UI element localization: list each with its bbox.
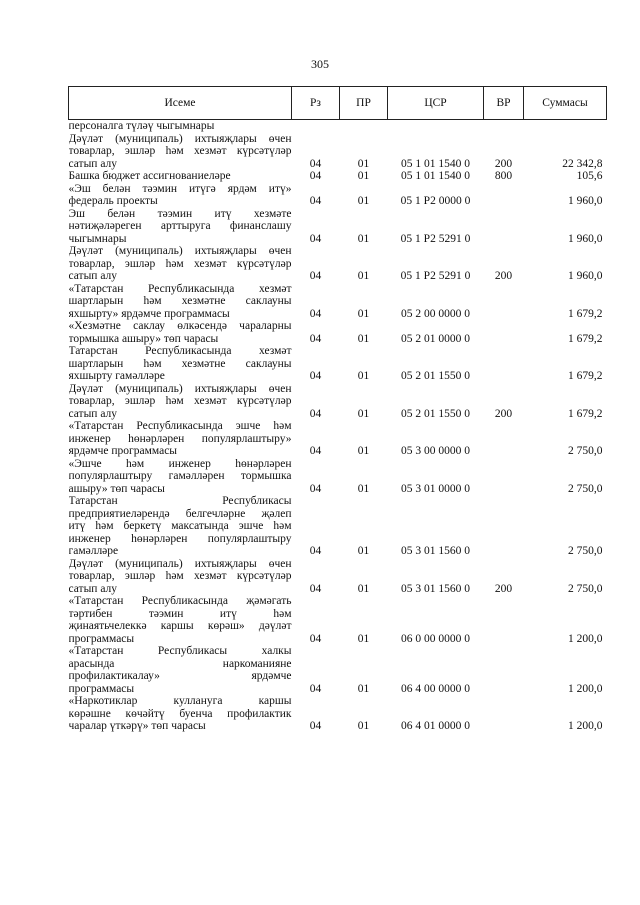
row-name-line: профилактикалау» ярдәмче [68,670,292,682]
row-sum: 2 750,0 [568,445,603,457]
row-vr [484,420,524,458]
row-vr [484,495,524,558]
row-rz: 04 [309,445,322,457]
row-name-line: ярдәмче программасы [68,445,178,457]
row-csr: 05 3 00 0000 0 [401,445,470,457]
row-sum [524,120,607,133]
row-vr: 200 [494,157,513,170]
row-name-line: көрәшне көчәйтү буенча профилактик [68,707,292,720]
table-row [69,345,607,383]
row-name-line: предприятиеләрендә белгечләрне җәлеп [68,507,292,520]
row-csr: 06 4 00 0000 0 [401,682,470,695]
row-name-line: гамәлләре [68,545,119,557]
row-csr: 05 2 01 0000 0 [401,332,470,345]
row-vr [484,320,524,345]
row-pr: 01 [357,307,370,320]
row-name [69,645,292,695]
table-row [69,645,607,695]
row-name-line: популярлаштыру гамәлләрен тормышка [68,470,292,482]
row-vr: 200 [494,407,513,420]
row-name-line: инженер һөнәрләрен популярлаштыру [68,532,292,545]
col-header-pr: ПР [340,87,388,120]
row-name [69,695,292,733]
row-sum: 22 342,8 [562,157,603,170]
row-name-line: товарлар, эшләр һәм хезмәт күрсәтүләр [68,395,292,407]
table-row [69,120,607,133]
table-row [69,558,607,596]
row-name-line: федераль проекты [68,195,158,207]
row-rz: 04 [309,545,322,557]
row-name-line: җинаятьчелеккә каршы көрәш» дәүләт [68,620,292,632]
row-vr [484,120,524,133]
row-name-line: Башка бюджет ассигнованиеләре [68,170,231,182]
row-name-line: персоналга түләү чыгымнары [68,120,215,132]
col-header-name: Исеме [69,87,292,120]
row-rz: 04 [309,682,322,695]
row-rz: 04 [309,332,322,345]
row-pr: 01 [357,482,370,495]
row-name-line: «Татарстан Республикасы халкы [68,645,292,657]
row-name [69,345,292,383]
row-rz: 04 [309,407,322,420]
row-name [69,595,292,645]
row-pr [340,120,388,133]
row-name-line: сатып алу [68,582,118,595]
row-name-line: Татарстан Республикасы [68,495,292,507]
row-pr: 01 [357,232,370,245]
row-name [69,120,292,133]
row-name [69,245,292,283]
row-pr: 01 [357,720,370,732]
row-name-line: программасы [68,632,135,645]
table-body [69,120,607,733]
row-name-line: «Татарстан Республикасында эшче һәм [68,420,292,432]
row-pr: 01 [357,195,370,207]
row-rz: 04 [309,195,322,207]
row-name [69,495,292,558]
row-csr: 06 4 01 0000 0 [401,720,470,732]
row-pr: 01 [357,632,370,645]
row-sum: 1 200,0 [568,682,603,695]
row-sum: 1 200,0 [568,632,603,645]
row-pr: 01 [357,270,370,282]
row-rz: 04 [309,720,322,732]
row-csr: 06 0 00 0000 0 [401,632,470,645]
row-name-line: итү һәм беркетү максатында эшче һәм [68,520,292,532]
row-name-line: Дәүләт (муниципаль) ихтыяҗлары өчен [68,245,292,257]
row-name [69,170,292,183]
row-sum: 105,6 [576,170,603,182]
row-name-line: шартларын һәм хезмәтне саклауны [68,295,292,307]
row-name-line: чыгымнары [68,232,127,245]
row-sum: 1 679,2 [568,370,603,382]
row-pr: 01 [357,582,370,595]
col-header-csr: ЦСР [388,87,484,120]
row-rz: 04 [309,270,322,282]
row-sum: 1 960,0 [568,232,603,245]
table-row [69,595,607,645]
table-row [69,695,607,733]
row-name-line: Татарстан Республикасында хезмәт [68,345,292,357]
row-pr: 01 [357,332,370,345]
row-rz: 04 [309,370,322,382]
row-name-line: тәртибен тәэмин итү һәм [68,607,292,620]
row-pr: 01 [357,682,370,695]
row-csr: 05 3 01 0000 0 [401,482,470,495]
row-sum: 1 200,0 [568,720,603,732]
page-number: 305 [311,57,329,71]
row-sum: 2 750,0 [568,482,603,495]
row-csr: 05 3 01 1560 0 [401,582,470,595]
row-pr: 01 [357,157,370,170]
row-sum: 1 960,0 [568,270,603,282]
row-name-line: Дәүләт (муниципаль) ихтыяҗлары өчен [68,132,292,145]
row-rz: 04 [309,307,322,320]
row-name [69,320,292,345]
row-csr: 05 1 01 1540 0 [401,170,470,182]
table-row [69,170,607,183]
row-csr: 05 2 01 1550 0 [401,407,470,420]
row-vr: 800 [494,170,513,182]
row-rz: 04 [309,157,322,170]
row-rz: 04 [309,632,322,645]
row-pr: 01 [357,407,370,420]
row-pr: 01 [357,370,370,382]
row-name-line: яхшырту гамәлләре [68,370,165,382]
row-name-line: сатып алу [68,270,118,282]
row-name [69,133,292,171]
row-vr [484,595,524,645]
row-name-line: товарлар, эшләр һәм хезмәт күрсәтүләр [68,257,292,270]
row-name [69,458,292,496]
row-vr: 200 [494,582,513,595]
row-name-line: чаралар үткәрү» төп чарасы [68,720,206,732]
row-vr [484,345,524,383]
row-csr: 05 1 01 1540 0 [401,157,470,170]
row-name [69,208,292,246]
row-name-line: товарлар, эшләр һәм хезмәт күрсәтүләр [68,570,292,582]
row-name-line: тормышка ашыру» төп чарасы [68,332,219,345]
table-row [69,495,607,558]
row-sum: 2 750,0 [568,545,603,557]
table-row [69,208,607,246]
row-rz: 04 [309,482,322,495]
row-name-line: яхшырту» ярдәмче программасы [68,307,230,320]
row-name [69,283,292,321]
row-name-line: нәтиҗәләреген арттыруга финанслашу [68,220,292,232]
row-rz: 04 [309,582,322,595]
row-name-line: сатып алу [68,157,118,170]
row-name-line: товарлар, эшләр һәм хезмәт күрсәтүләр [68,145,292,157]
row-name-line: сатып алу [68,407,118,420]
table-row [69,320,607,345]
row-csr: 05 2 01 1550 0 [401,370,470,382]
row-vr [484,183,524,208]
row-sum: 1 679,2 [568,407,603,420]
table-row [69,458,607,496]
table-row [69,420,607,458]
table-row [69,383,607,421]
row-rz [292,120,340,133]
row-name-line: «Хезмәтне саклау өлкәсендә чараларны [68,320,292,332]
row-vr [484,695,524,733]
row-csr: 05 1 Р2 0000 0 [400,195,471,207]
row-vr: 200 [494,270,513,282]
row-vr [484,645,524,695]
row-vr [484,283,524,321]
row-vr [484,458,524,496]
row-rz: 04 [309,232,322,245]
row-csr: 05 1 Р2 5291 0 [400,270,471,282]
row-name [69,383,292,421]
row-name-line: «Татарстан Республикасында хезмәт [68,282,292,295]
row-name [69,558,292,596]
row-csr: 05 1 Р2 5291 0 [400,232,471,245]
row-name-line: Дәүләт (муниципаль) ихтыяҗлары өчен [68,557,292,570]
row-csr: 05 3 01 1560 0 [401,545,470,557]
row-pr: 01 [357,545,370,557]
row-name-line: «Татарстан Республикасында җәмәгать [68,595,292,607]
row-sum: 2 750,0 [568,582,603,595]
table-row [69,283,607,321]
row-sum: 1 679,2 [568,332,603,345]
row-name-line: «Эш белән тәэмин итүгә ярдәм итү» [68,182,292,195]
row-name-line: программасы [68,682,135,695]
row-name-line: арасында наркоманияне [68,657,292,670]
row-name [69,183,292,208]
row-pr: 01 [357,445,370,457]
row-name-line: Эш белән тәэмин итү хезмәте [68,207,292,220]
row-csr: 05 2 00 0000 0 [401,307,470,320]
row-name-line: шартларын һәм хезмәтне саклауны [68,357,292,370]
row-pr: 01 [357,170,370,182]
table-row [69,133,607,171]
table-row [69,183,607,208]
row-name-line: инженер һөнәрләрен популярлаштыру» [68,432,292,445]
row-name-line: «Наркотиклар куллануга каршы [68,695,292,707]
row-name [69,420,292,458]
row-vr [484,208,524,246]
budget-table [68,86,607,733]
row-sum: 1 960,0 [568,195,603,207]
row-name-line: «Эшче һәм инженер һөнәрләрен [68,457,292,470]
col-header-rz: Рз [292,87,340,120]
row-rz: 04 [309,170,322,182]
row-name-line: Дәүләт (муниципаль) ихтыяҗлары өчен [68,382,292,395]
col-header-vr: ВР [484,87,524,120]
row-csr [388,120,484,133]
row-sum: 1 679,2 [568,307,603,320]
row-name-line: ашыру» төп чарасы [68,482,165,495]
table-header-row [69,87,607,120]
col-header-sum: Суммасы [524,87,607,120]
table-row [69,245,607,283]
